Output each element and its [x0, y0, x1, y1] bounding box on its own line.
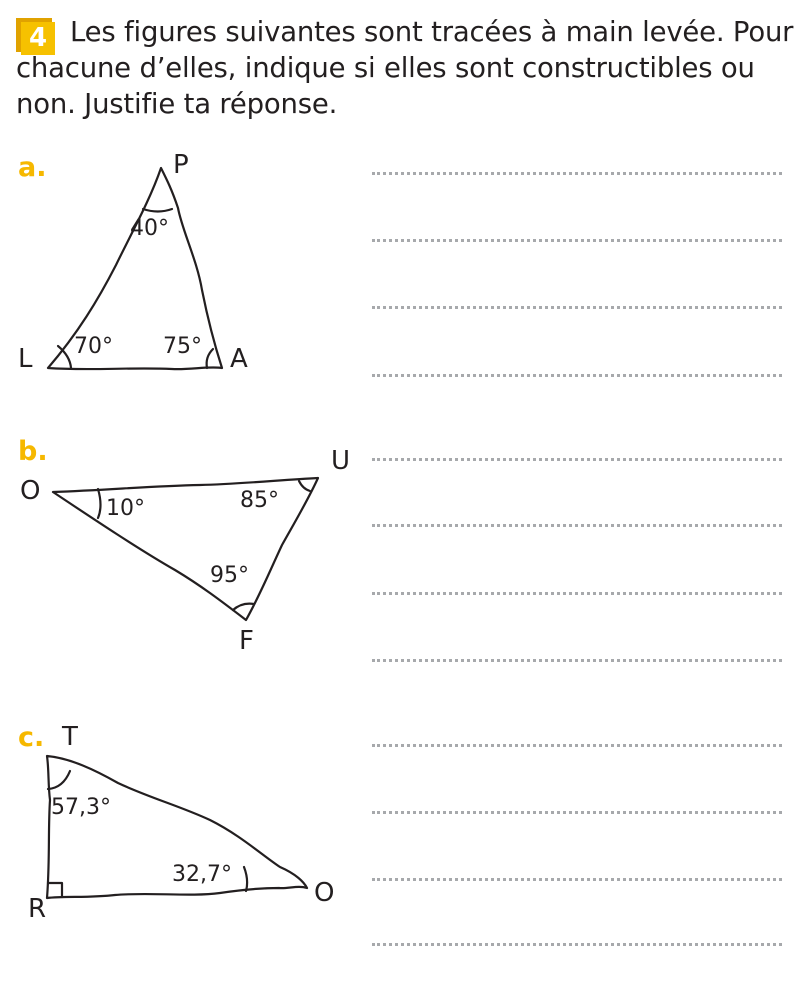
angle-f-value: 95° [210, 563, 249, 588]
angle-p-value: 40° [130, 216, 169, 241]
angle-arc-u [299, 481, 310, 491]
angle-u-value: 85° [240, 488, 279, 513]
angle-arc-o-c [244, 867, 247, 891]
answer-line-b-4[interactable] [372, 659, 782, 662]
figure-b-label: b. [18, 436, 48, 467]
answer-line-b-3[interactable] [372, 592, 782, 595]
angle-l-value: 70° [74, 334, 113, 359]
vertex-l: L [18, 344, 33, 374]
answer-line-b-2[interactable] [372, 524, 782, 527]
vertex-o-c: O [314, 878, 335, 908]
angle-arc-o [98, 489, 101, 518]
answer-line-a-1[interactable] [372, 172, 782, 175]
vertex-o: O [20, 476, 41, 506]
figure-c-label: c. [18, 722, 45, 753]
answer-line-a-2[interactable] [372, 239, 782, 242]
vertex-a: A [230, 344, 248, 374]
right-angle-r [48, 883, 62, 897]
angle-arc-a [207, 349, 213, 368]
angle-arc-p [143, 209, 172, 212]
angle-o-c-value: 32,7° [172, 862, 232, 887]
vertex-r: R [28, 894, 47, 924]
exercise-number: 4 [21, 22, 55, 55]
angle-a-value: 75° [163, 334, 202, 359]
answer-line-a-4[interactable] [372, 374, 782, 377]
exercise-instruction: Les figures suivantes sont tracées à main levée. Pour chacune d’elles, indique si elles sont constructibles ou non. Justifie ta réponse. [16, 16, 794, 120]
vertex-u: U [331, 446, 351, 476]
answer-line-a-3[interactable] [372, 306, 782, 309]
vertex-t: T [62, 722, 78, 752]
figure-a-label: a. [18, 152, 47, 183]
angle-t-value: 57,3° [51, 795, 111, 820]
answer-line-c-2[interactable] [372, 811, 782, 814]
answer-line-b-1[interactable] [372, 458, 782, 461]
angle-o-value: 10° [106, 496, 145, 521]
answer-line-c-4[interactable] [372, 943, 782, 946]
answer-line-c-3[interactable] [372, 878, 782, 881]
angle-arc-t [48, 771, 70, 789]
vertex-f: F [239, 626, 254, 656]
vertex-p: P [173, 150, 189, 180]
answer-line-c-1[interactable] [372, 744, 782, 747]
